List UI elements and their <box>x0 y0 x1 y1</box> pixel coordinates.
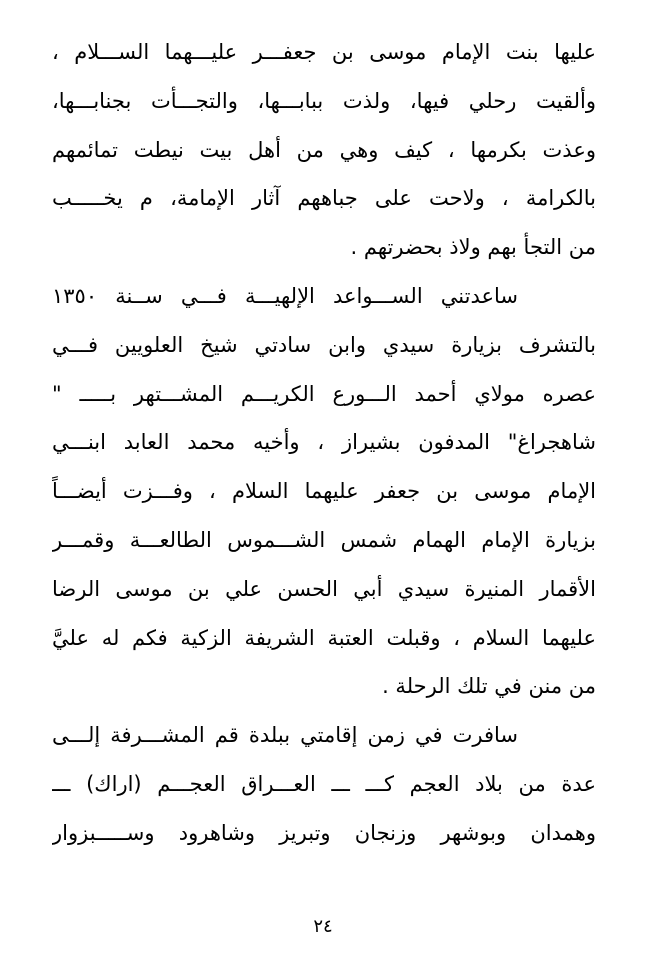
text-line: شاهجراغ" المدفون بشيراز ، وأخيه محمد العابد ابنـــي <box>52 430 596 455</box>
body-text <box>52 28 596 858</box>
text-line: عليهما السلام ، وقبلت العتبة الشريفة الزكية فكم له عليَّ <box>52 625 596 650</box>
text-line: وألقيت رحلي فيها، ولذت ببابـــها، والتجـــأت بجنابـــها، <box>52 88 596 113</box>
paragraph-end-line: من التجأ بهم ولاذ بحضرتهم . <box>350 235 596 260</box>
text-line: وهمدان وبوشهر وزنجان وتبريز وشاهرود وســـــبزوار <box>52 820 596 845</box>
text-line: عصره مولاي أحمد الـــورع الكريـــم المشـــتهر بـــــ " <box>52 381 596 406</box>
text-line: الإمام موسى بن جعفر عليهما السلام ، وفـــزت أيضـــاً <box>52 479 596 504</box>
text-line: بالكرامة ، ولاحت على جباههم آثار الإمامة، م يخـــــب <box>52 186 596 211</box>
text-line: عليها بنت الإمام موسى بن جعفـــر عليـــهما الســـلام ، <box>52 40 596 64</box>
paragraph-start-line: سافرت في زمن إقامتي ببلدة قم المشـــرفة إلـــى <box>52 723 518 748</box>
text-line: عدة من بلاد العجم كـــ ـــ العـــراق العجـــم (اراك) ـــ <box>52 771 596 796</box>
paragraph-start-line: ساعدتني الســـواعد الإلهيـــة فـــي ســنة ١٣٥٠ <box>52 283 518 308</box>
paragraph-end-line: من منن في تلك الرحلة . <box>382 674 596 699</box>
text-line: وعذت بكرمها ، كيف وهي من أهل بيت نيطت تمائمهم <box>52 137 596 162</box>
page-number: ٢٤ <box>313 916 333 937</box>
text-line: الأقمار المنيرة سيدي أبي الحسن علي بن موسى الرضا <box>52 576 596 601</box>
text-line: بالتشرف بزيارة سيدي وابن سادتي شيخ العلويين فـــي <box>52 332 596 357</box>
text-line: بزيارة الإمام الهمام شمس الشـــموس الطالعـــة وقمـــر <box>52 527 596 552</box>
